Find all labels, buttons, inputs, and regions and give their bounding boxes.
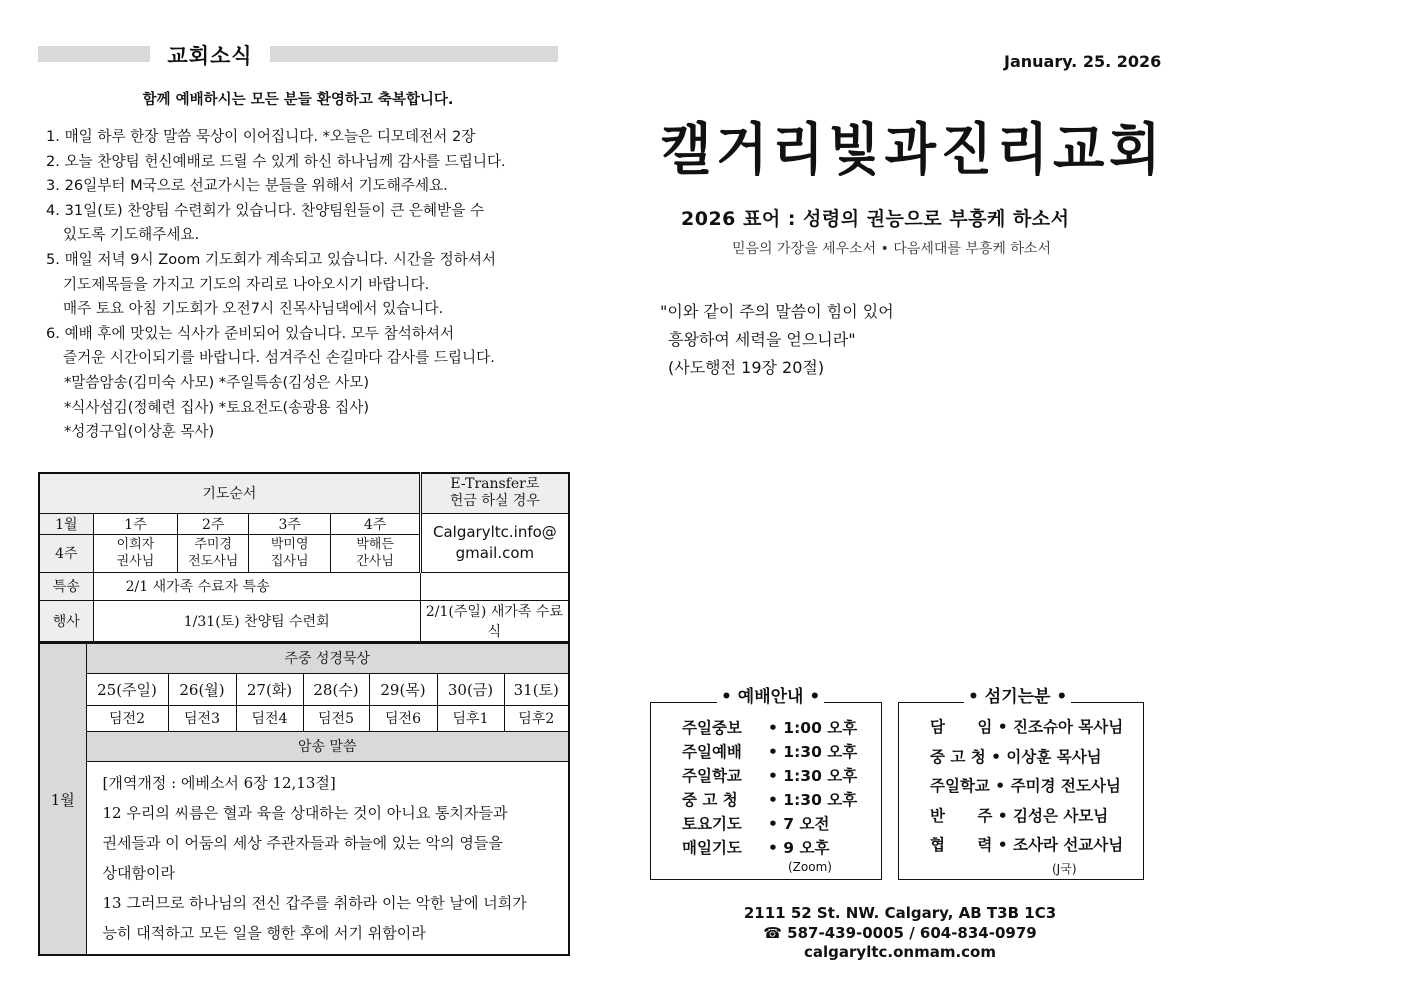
news-item: 2. 오늘 찬양팀 헌신예배로 드릴 수 있게 하신 하나님께 감사를 드립니다. — [46, 152, 506, 170]
header-bar-left — [38, 46, 150, 62]
news-item: 3. 26일부터 M국으로 선교가시는 분들을 위해서 기도해주세요. — [46, 177, 448, 195]
day-label: 31(토) — [504, 673, 569, 705]
special-song-empty — [420, 572, 569, 600]
verse-line: 흥왕하여 세력을 얻으니라" — [668, 330, 856, 349]
reading: 딤후2 — [504, 705, 569, 731]
service-name: 토요기도 — [682, 815, 742, 833]
church-phone: ☎ 587-439-0005 / 604-834-0979 — [763, 923, 1037, 942]
news-item: 6. 예배 후에 맛있는 식사가 준비되어 있습니다. 모두 참석하셔서 — [46, 324, 455, 342]
servers-list — [930, 713, 1123, 861]
service-time: • 1:30 오후 — [768, 767, 858, 785]
memory-line: 13 그러므로 하나님의 전신 갑주를 취하라 이는 악한 날에 너희가 — [102, 893, 527, 912]
special-song-label: 특송 — [39, 572, 93, 600]
church-website[interactable]: calgaryltc.onmam.com — [804, 943, 996, 961]
memory-line: 12 우리의 씨름은 혈과 육을 상대하는 것이 아니요 통치자들과 — [102, 803, 508, 822]
day-label: 29(목) — [369, 673, 437, 705]
servers-title: • 섬기는분 • — [964, 682, 1071, 707]
email-line: Calgaryltc.info@ — [433, 522, 557, 541]
person-title: 집사님 — [270, 554, 309, 569]
memory-header: 암송 말씀 — [86, 731, 569, 761]
service-name: 매일기도 — [682, 839, 742, 857]
thanks-item: *식사섬김(정혜련 집사) *토요전도(송광용 집사) — [64, 398, 370, 416]
worship-row — [682, 836, 857, 860]
event-label: 행사 — [39, 600, 93, 642]
day-label: 27(화) — [236, 673, 303, 705]
prayer-order-header: 기도순서 — [39, 473, 420, 513]
header-bar-right — [270, 46, 558, 62]
service-time: • 9 오후 — [768, 839, 830, 857]
news-item: 5. 매일 저녁 9시 Zoom 기도회가 계속되고 있습니다. 시간을 정하셔서 — [46, 250, 497, 268]
news-list — [38, 125, 570, 445]
prayer-person — [178, 534, 249, 572]
news-item-cont: 즐거운 시간이되기를 바랍니다. 섬겨주신 손길마다 감사를 드립니다. — [63, 349, 495, 367]
news-item: 1. 매일 하루 한장 말씀 묵상이 이어집니다. *오늘은 디모데전서 2장 — [46, 128, 476, 145]
week-label: 1주 — [93, 513, 178, 534]
day-label: 28(수) — [303, 673, 369, 705]
service-time: • 1:30 오후 — [768, 743, 858, 761]
service-time: • 7 오전 — [768, 815, 830, 833]
server-row: 반 주 • 김성은 사모님 — [930, 806, 1109, 825]
week-label: 3주 — [248, 513, 330, 534]
worship-info-title: • 예배안내 • — [717, 682, 824, 707]
news-item-cont: 매주 토요 아침 기도회가 오전7시 진목사님댁에서 있습니다. — [63, 300, 444, 318]
meditation-header: 주중 성경묵상 — [86, 643, 569, 673]
prayer-order-table — [38, 472, 570, 643]
servers-note: (J국) — [1052, 862, 1077, 876]
person-name: 박미영 — [270, 537, 309, 552]
reading: 딤전5 — [303, 705, 369, 731]
special-song-value: 2/1 새가족 수료자 특송 — [93, 572, 420, 600]
worship-row — [682, 764, 857, 788]
etransfer-header-line: 헌금 하실 경우 — [449, 493, 540, 510]
person-title: 전도사님 — [188, 554, 239, 569]
person-name: 박해든 — [356, 537, 394, 552]
day-label: 25(주일) — [86, 673, 168, 705]
news-item-cont: 기도제목들을 가지고 기도의 자리로 나아오시기 바랍니다. — [63, 275, 430, 293]
person-name: 주미경 — [194, 537, 233, 552]
reading: 딤전3 — [168, 705, 236, 731]
church-name: 캘거리빛과진리교회 — [660, 118, 1166, 183]
person-name: 이희자 — [116, 537, 155, 552]
reading: 딤전6 — [369, 705, 437, 731]
event-value: 2/1(주일) 새가족 수료식 — [420, 600, 569, 642]
service-name: 주일학교 — [682, 767, 742, 785]
week-label: 2주 — [178, 513, 249, 534]
verse-reference: (사도행전 19장 20절) — [668, 358, 825, 377]
service-name: 주일예배 — [682, 743, 742, 761]
email-line: gmail.com — [455, 543, 535, 562]
prayer-person — [331, 534, 420, 572]
memory-line: 능히 대적하고 모든 일을 행한 후에 서기 위함이라 — [102, 923, 426, 942]
worship-row — [682, 812, 857, 836]
row-label: 4주 — [39, 534, 93, 572]
theme-verse — [660, 298, 894, 382]
motto-subtitle: 믿음의 가장을 세우소서 • 다음세대를 부흥케 하소서 — [732, 241, 1051, 257]
week-label: 4주 — [331, 513, 420, 534]
event-value: 1/31(토) 찬양팀 수련회 — [93, 600, 420, 642]
bulletin-date: January. 25. 2026 — [1004, 52, 1162, 71]
person-title: 권사님 — [116, 554, 155, 569]
news-title: 교회소식 — [167, 44, 253, 68]
worship-row — [682, 740, 857, 764]
reading: 딤전2 — [86, 705, 168, 731]
service-time: • 1:00 오후 — [768, 719, 858, 737]
thanks-item: *성경구입(이상훈 목사) — [64, 423, 215, 441]
day-label: 30(금) — [437, 673, 504, 705]
etransfer-email — [420, 513, 569, 572]
day-label: 26(월) — [168, 673, 236, 705]
reading: 딤전4 — [236, 705, 303, 731]
welcome-message: 함께 예배하시는 모든 분들 환영하고 축복합니다. — [142, 92, 454, 108]
month-label: 1월 — [39, 513, 93, 534]
year-motto: 2026 표어 : 성령의 권능으로 부흥케 하소서 — [681, 208, 1070, 230]
news-item-cont: 있도록 기도해주세요. — [63, 226, 200, 244]
memory-line: [개역개정 : 에베소서 6장 12,13절] — [102, 773, 336, 792]
server-row: 협 력 • 조사라 선교사님 — [930, 836, 1124, 854]
person-title: 간사님 — [356, 554, 394, 569]
service-name: 중 고 청 — [682, 791, 738, 809]
zoom-note: (Zoom) — [788, 860, 832, 874]
worship-row — [682, 788, 857, 812]
reading: 딤후1 — [437, 705, 504, 731]
bible-month: 1월 — [39, 643, 86, 955]
bible-meditation-table — [38, 642, 570, 956]
service-time: • 1:30 오후 — [768, 791, 858, 809]
worship-schedule — [682, 716, 857, 860]
service-name: 주일중보 — [682, 719, 742, 737]
church-news-section — [38, 40, 570, 445]
memory-line: 권세들과 이 어둠의 세상 주관자들과 하늘에 있는 악의 영들을 — [102, 833, 503, 852]
prayer-person — [93, 534, 178, 572]
server-row: 담 임 • 진조슈아 목사님 — [930, 718, 1124, 736]
server-row: 중 고 청 • 이상훈 목사님 — [930, 747, 1102, 766]
prayer-person — [248, 534, 330, 572]
memory-verse — [86, 761, 569, 955]
contact-info — [700, 904, 1100, 963]
church-address: 2111 52 St. NW. Calgary, AB T3B 1C3 — [743, 904, 1057, 922]
worship-row — [682, 716, 857, 740]
memory-line: 상대함이라 — [102, 863, 175, 882]
etransfer-header — [420, 473, 569, 513]
etransfer-header-line: E-Transfer로 — [450, 476, 540, 493]
verse-line: "이와 같이 주의 말씀이 힘이 있어 — [660, 302, 894, 321]
server-row: 주일학교 • 주미경 전도사님 — [930, 777, 1121, 795]
news-header — [38, 40, 570, 70]
thanks-item: *말씀암송(김미숙 사모) *주일특송(김성은 사모) — [64, 373, 370, 391]
news-item: 4. 31일(토) 찬양팀 수련회가 있습니다. 찬양팀원들이 큰 은혜받을 수 — [46, 201, 485, 219]
